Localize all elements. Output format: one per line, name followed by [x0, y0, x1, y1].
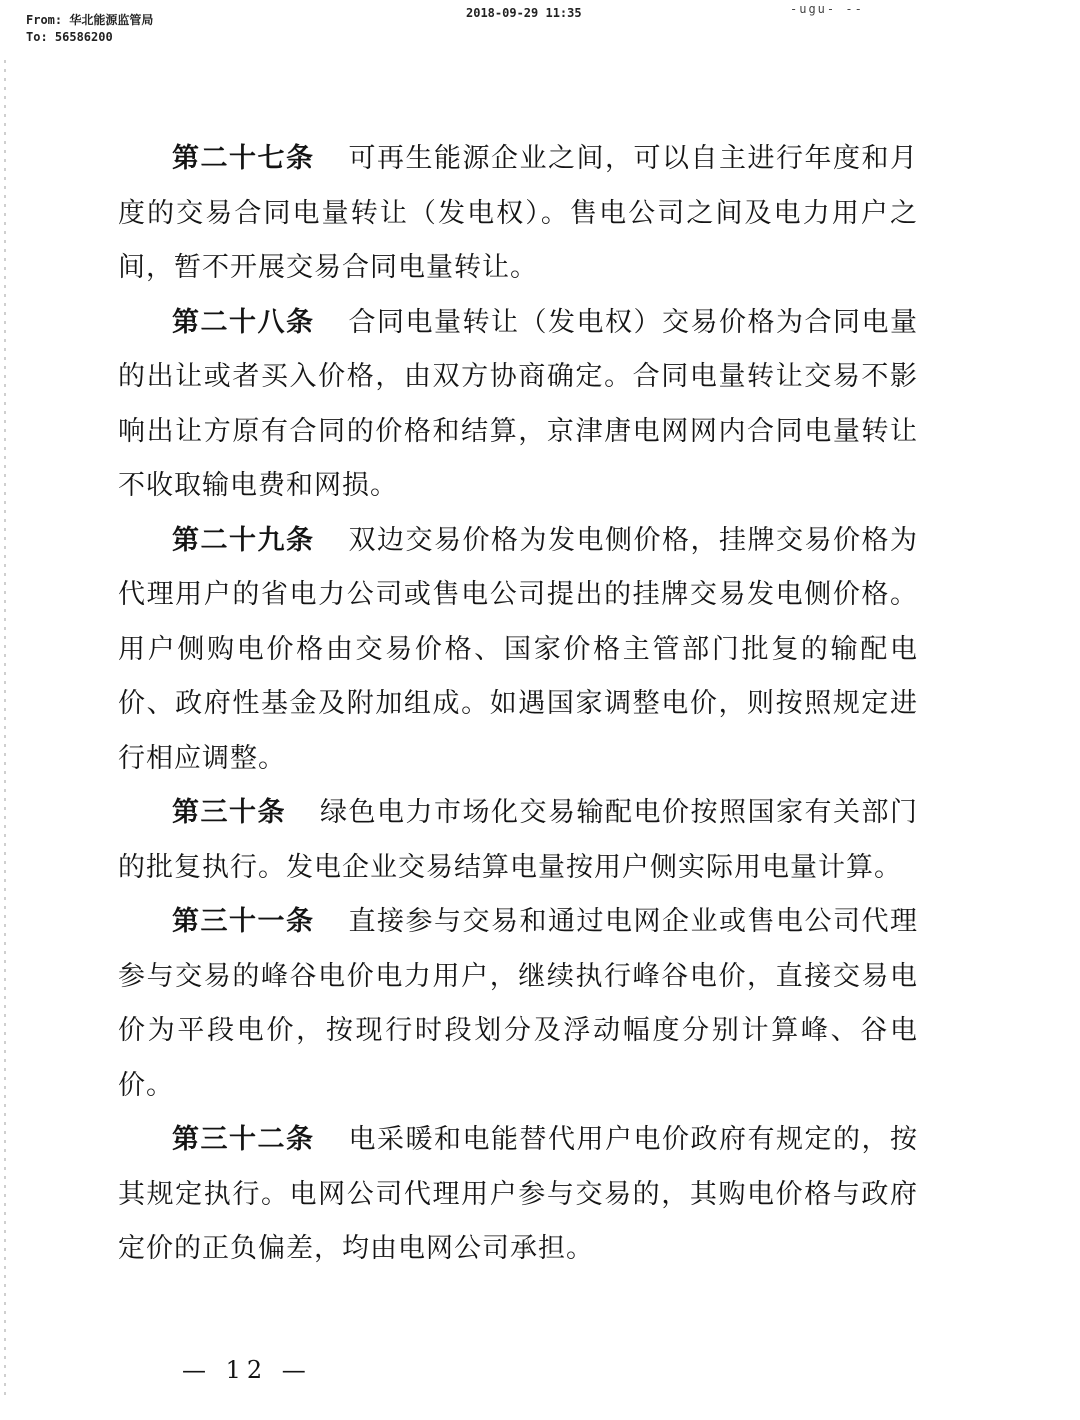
fax-page-label: -ugu- --: [790, 2, 864, 16]
article-title: 第二十七条: [172, 143, 315, 174]
article-text: 电采暖和电能替代用户电价政府有规定的，按其规定执行。电网公司代理用户参与交易的，其购电价格与政府定价的正负偏差，均由电网公司承担。: [118, 1124, 918, 1264]
article-text: 绿色电力市场化交易输配电价按照国家有关部门的批复执行。发电企业交易结算电量按用户侧实际用电量计算。: [118, 797, 918, 883]
article-30: [118, 786, 918, 895]
fax-header: [26, 12, 153, 46]
article-title: 第三十条: [172, 797, 286, 828]
article-text: 合同电量转让（发电权）交易价格为合同电量的出让或者买入价格，由双方协商确定。合同电量转让交易不影响出让方原有合同的价格和结算，京津唐电网网内合同电量转让不收取输电费和网损。: [118, 306, 918, 501]
fax-timestamp: 2018-09-29 11:35: [466, 6, 582, 20]
article-27: [118, 132, 918, 296]
document-body: [118, 132, 918, 1277]
fax-to: To: 56586200: [26, 30, 113, 44]
article-title: 第三十二条: [172, 1124, 315, 1155]
article-31: [118, 895, 918, 1113]
article-32: [118, 1113, 918, 1277]
article-title: 第二十八条: [172, 306, 315, 338]
article-28: [118, 296, 918, 514]
page-number: — 12 —: [182, 1356, 312, 1384]
article-text: 双边交易价格为发电侧价格，挂牌交易价格为代理用户的省电力公司或售电公司提出的挂牌交易发电侧价格。用户侧购电价格由交易价格、国家价格主管部门批复的输配电价、政府性基金及附加组成。如遇国家调整电价，则按照规定进行相应调整。: [118, 524, 918, 774]
article-text: 直接参与交易和通过电网企业或售电公司代理参与交易的峰谷电价电力用户，继续执行峰谷电价，直接交易电价为平段电价，按现行时段划分及浮动幅度分别计算峰、谷电价。: [118, 906, 918, 1101]
scan-edge: [4, 60, 6, 1400]
article-title: 第二十九条: [172, 524, 315, 556]
article-title: 第三十一条: [172, 906, 315, 937]
article-29: [118, 514, 918, 787]
article-text: 可再生能源企业之间，可以自主进行年度和月度的交易合同电量转让（发电权）。售电公司之间及电力用户之间，暂不开展交易合同电量转让。: [118, 143, 918, 283]
fax-from: From: 华北能源监管局: [26, 13, 154, 27]
